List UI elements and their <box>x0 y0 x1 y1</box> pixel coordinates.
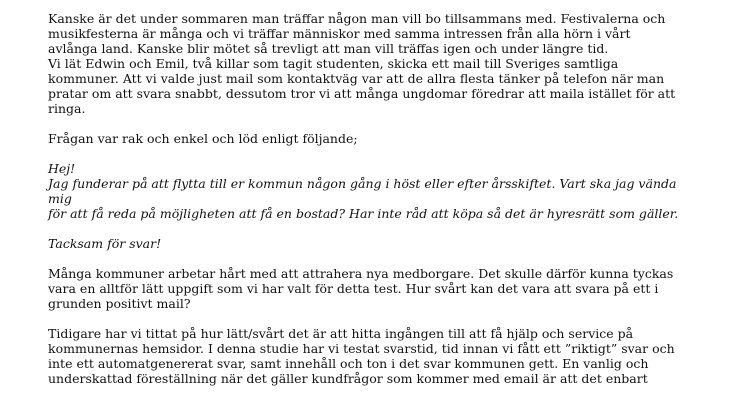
paragraph-intro <box>48 11 703 116</box>
text-line: Vi lät Edwin och Emil, två killar som tagit studenten, skicka ett mail till Sveriges samtliga <box>48 56 619 71</box>
text-line: grunden positivt mail? <box>48 296 191 311</box>
quoted-mail <box>48 161 703 221</box>
document-body <box>48 11 703 386</box>
text-line: inte ett automatgenererat svar, samt innehåll och ton i det svar kommunen gett. En vanlig och <box>48 356 649 371</box>
text-line: ringa. <box>48 101 86 116</box>
text-line: Tacksam för svar! <box>48 236 162 251</box>
text-line: pratar om att svara snabbt, dessutom tror vi att många ungdomar föredrar att maila istället för att <box>48 86 676 101</box>
text-line: kommunernas hemsidor. I denna studie har vi testat svarstid, tid innan vi fått ett ”riktigt” svar och <box>48 341 675 356</box>
text-line: Jag funderar på att flytta till er kommun någon gång i höst eller efter årsskiftet. Vart ska jag vända mig <box>48 176 677 206</box>
mail-greeting: Hej! <box>48 161 76 176</box>
paragraph-method <box>48 326 703 386</box>
text-line: vara en alltför lätt uppgift som vi har valt för detta test. Hur svårt kan det vara att svara på ett i <box>48 281 659 296</box>
paragraph-municipalities <box>48 266 703 311</box>
paragraph-question-intro <box>48 131 703 146</box>
text-line: kommuner. Att vi valde just mail som kontaktväg var att de allra flesta tänker på telefon när man <box>48 71 665 86</box>
text-line: musikfesterna är många och vi träffar människor med samma intressen från alla hörn i vårt <box>48 26 631 41</box>
text-line: underskattad föreställning när det gäller kundfrågor som kommer med email är att det enbart <box>48 371 648 386</box>
mail-closing <box>48 236 703 251</box>
text-line: Många kommuner arbetar hårt med att attrahera nya medborgare. Det skulle därför kunna tyckas <box>48 266 674 281</box>
text-line: för att få reda på möjligheten att få en bostad? Har inte råd att köpa så det är hyresrätt som gäller. <box>48 206 679 221</box>
text-line: Tidigare har vi tittat på hur lätt/svårt det är att hitta ingången till att få hjälp och service på <box>48 326 634 341</box>
text-line: Frågan var rak och enkel och löd enligt följande; <box>48 131 358 146</box>
text-line: Kanske är det under sommaren man träffar någon man vill bo tillsammans med. Festivalerna och <box>48 11 666 26</box>
text-line: avlånga land. Kanske blir mötet så trevligt att man vill träffas igen och under längre tid. <box>48 41 609 56</box>
